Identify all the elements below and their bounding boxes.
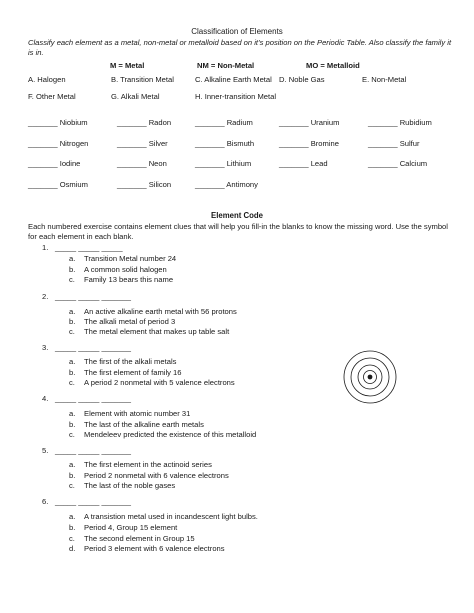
answer-blank[interactable]: _______ — [279, 118, 309, 127]
clue-text: The first of the alkali metals — [84, 357, 177, 366]
category-e: E. Non-Metal — [362, 75, 407, 84]
legend-nonmetal: NM = Non-Metal — [197, 61, 255, 70]
answer-blank[interactable]: _______ — [28, 139, 58, 148]
element-entry — [28, 118, 88, 127]
section-intro: Each numbered exercise contains element clues that will help you fill-in the blanks to know the missing word. Use the symbol for each element in each blank. — [28, 222, 448, 242]
exercise-blanks[interactable]: _____ _____ _______ — [55, 343, 132, 352]
element-entry — [117, 159, 167, 168]
clue-text: The metal element that makes up table salt — [84, 327, 230, 336]
clue-text: Period 3 element with 6 valence electrons — [84, 544, 225, 553]
clue-letter: d. — [69, 544, 76, 553]
exercise-number: 2. — [42, 292, 49, 301]
clue — [69, 317, 175, 326]
section-title: Element Code — [211, 211, 263, 220]
clue — [69, 420, 204, 429]
clue-letter: c. — [69, 430, 75, 439]
clue — [69, 409, 190, 418]
clue — [69, 471, 229, 480]
element-name: Calcium — [399, 159, 428, 168]
exercise-number: 5. — [42, 446, 49, 455]
element-entry — [195, 118, 253, 127]
clue — [69, 481, 175, 490]
clue-letter: b. — [69, 368, 76, 377]
clue — [69, 378, 235, 387]
answer-blank[interactable]: _______ — [368, 118, 398, 127]
element-name: Lead — [310, 159, 328, 168]
clue — [69, 460, 212, 469]
clue-text: An active alkaline earth metal with 56 protons — [84, 307, 237, 316]
clue-letter: c. — [69, 327, 75, 336]
clue — [69, 430, 256, 439]
element-entry — [117, 139, 168, 148]
exercise-blanks[interactable]: _____ _____ _______ — [55, 394, 132, 403]
clue-letter: a. — [69, 512, 76, 521]
clue-letter: b. — [69, 523, 76, 532]
element-entry — [117, 180, 171, 189]
clue-letter: a. — [69, 357, 76, 366]
answer-blank[interactable]: _______ — [117, 118, 147, 127]
clue-letter: a. — [69, 409, 76, 418]
exercise-blanks[interactable]: _____ _____ _______ — [55, 497, 132, 506]
element-entry — [28, 139, 88, 148]
element-name: Silver — [148, 139, 168, 148]
legend-metal: M = Metal — [110, 61, 145, 70]
clue-text: Period 4, Group 15 element — [84, 523, 178, 532]
element-entry — [368, 139, 420, 148]
clue — [69, 512, 258, 521]
clue — [69, 544, 225, 553]
clue — [69, 254, 176, 263]
clue-text: The last of the alkaline earth metals — [84, 420, 204, 429]
clue-letter: c. — [69, 275, 75, 284]
element-name: Osmium — [59, 180, 88, 189]
clue-text: The last of the noble gases — [84, 481, 176, 490]
element-name: Neon — [148, 159, 167, 168]
answer-blank[interactable]: _______ — [368, 159, 398, 168]
clue — [69, 307, 237, 316]
clue — [69, 368, 182, 377]
clue — [69, 523, 177, 532]
category-c: C. Alkaline Earth Metal — [195, 75, 272, 84]
answer-blank[interactable]: _______ — [195, 159, 225, 168]
answer-blank[interactable]: _______ — [117, 159, 147, 168]
element-name: Radon — [148, 118, 172, 127]
clue-text: Element with atomic number 31 — [84, 409, 191, 418]
element-entry — [368, 118, 432, 127]
answer-blank[interactable]: _______ — [28, 118, 58, 127]
category-b: B. Transition Metal — [111, 75, 174, 84]
element-name: Nitrogen — [59, 139, 89, 148]
clue-letter: a. — [69, 460, 76, 469]
clue-text: The first element in the actinoid series — [84, 460, 212, 469]
answer-blank[interactable]: _______ — [368, 139, 398, 148]
clue-text: The alkali metal of period 3 — [84, 317, 176, 326]
clue-text: The second element in Group 15 — [84, 534, 195, 543]
element-name: Sulfur — [399, 139, 420, 148]
legend-metalloid: MO = Metalloid — [306, 61, 360, 70]
element-entry — [279, 139, 339, 148]
instructions: Classify each element as a metal, non-metal or metalloid based on it’s position on the Periodic Table. Also classify the family it is in. — [28, 38, 452, 58]
answer-blank[interactable]: _______ — [28, 180, 58, 189]
exercise-number: 1. — [42, 243, 49, 252]
clue-text: Mendeleev predicted the existence of this metalloid — [84, 430, 257, 439]
clue-letter: b. — [69, 265, 76, 274]
clue-text: A transistion metal used in incandescent light bulbs. — [84, 512, 258, 521]
page-title: Classification of Elements — [191, 27, 283, 36]
answer-blank[interactable]: _______ — [279, 159, 309, 168]
element-entry — [117, 118, 171, 127]
element-name: Bismuth — [226, 139, 255, 148]
clue-letter: a. — [69, 307, 76, 316]
element-name: Bromine — [310, 139, 339, 148]
exercise-number: 4. — [42, 394, 49, 403]
element-entry — [195, 180, 258, 189]
answer-blank[interactable]: _______ — [195, 180, 225, 189]
clue — [69, 275, 173, 284]
element-entry — [195, 159, 251, 168]
clue-text: Period 2 nonmetal with 6 valence electrons — [84, 471, 229, 480]
clue-text: A common solid halogen — [84, 265, 167, 274]
element-entry — [279, 159, 328, 168]
category-f: F. Other Metal — [28, 92, 76, 101]
category-h: H. Inner-transition Metal — [195, 92, 277, 101]
element-name: Niobium — [59, 118, 88, 127]
element-name: Iodine — [59, 159, 81, 168]
element-entry — [28, 180, 88, 189]
answer-blank[interactable]: _______ — [117, 139, 147, 148]
answer-blank[interactable]: _______ — [117, 180, 147, 189]
element-entry — [279, 118, 339, 127]
exercise-number: 6. — [42, 497, 49, 506]
exercise-blanks[interactable]: _____ _____ _______ — [55, 446, 132, 455]
clue-text: A period 2 nonmetal with 5 valence electrons — [84, 378, 235, 387]
clue-text: Family 13 bears this name — [84, 275, 174, 284]
exercise-number: 3. — [42, 343, 49, 352]
clue — [69, 327, 229, 336]
element-name: Uranium — [310, 118, 340, 127]
exercise-blanks[interactable]: _____ _____ _______ — [55, 292, 132, 301]
clue — [69, 357, 176, 366]
clue — [69, 265, 167, 274]
element-name: Silicon — [148, 180, 172, 189]
answer-blank[interactable]: _______ — [279, 139, 309, 148]
clue-letter: b. — [69, 420, 76, 429]
element-name: Antimony — [226, 180, 258, 189]
element-entry — [368, 159, 427, 168]
clue-letter: c. — [69, 534, 75, 543]
category-g: G. Alkali Metal — [111, 92, 160, 101]
clue-text: The first element of family 16 — [84, 368, 182, 377]
clue-letter: c. — [69, 481, 75, 490]
element-entry — [28, 159, 80, 168]
exercise-blanks[interactable]: _____ _____ _____ — [55, 243, 123, 252]
clue-letter: a. — [69, 254, 76, 263]
atom-target-icon — [342, 349, 398, 405]
answer-blank[interactable]: _______ — [28, 159, 58, 168]
element-entry — [195, 139, 254, 148]
clue-letter: c. — [69, 378, 75, 387]
category-a: A. Halogen — [28, 75, 66, 84]
clue — [69, 534, 195, 543]
element-name: Radium — [226, 118, 253, 127]
element-name: Rubidium — [399, 118, 432, 127]
clue-letter: b. — [69, 471, 76, 480]
clue-letter: b. — [69, 317, 76, 326]
answer-blank[interactable]: _______ — [195, 139, 225, 148]
category-d: D. Noble Gas — [279, 75, 325, 84]
clue-text: Transition Metal number 24 — [84, 254, 177, 263]
answer-blank[interactable]: _______ — [195, 118, 225, 127]
element-name: Lithium — [226, 159, 252, 168]
